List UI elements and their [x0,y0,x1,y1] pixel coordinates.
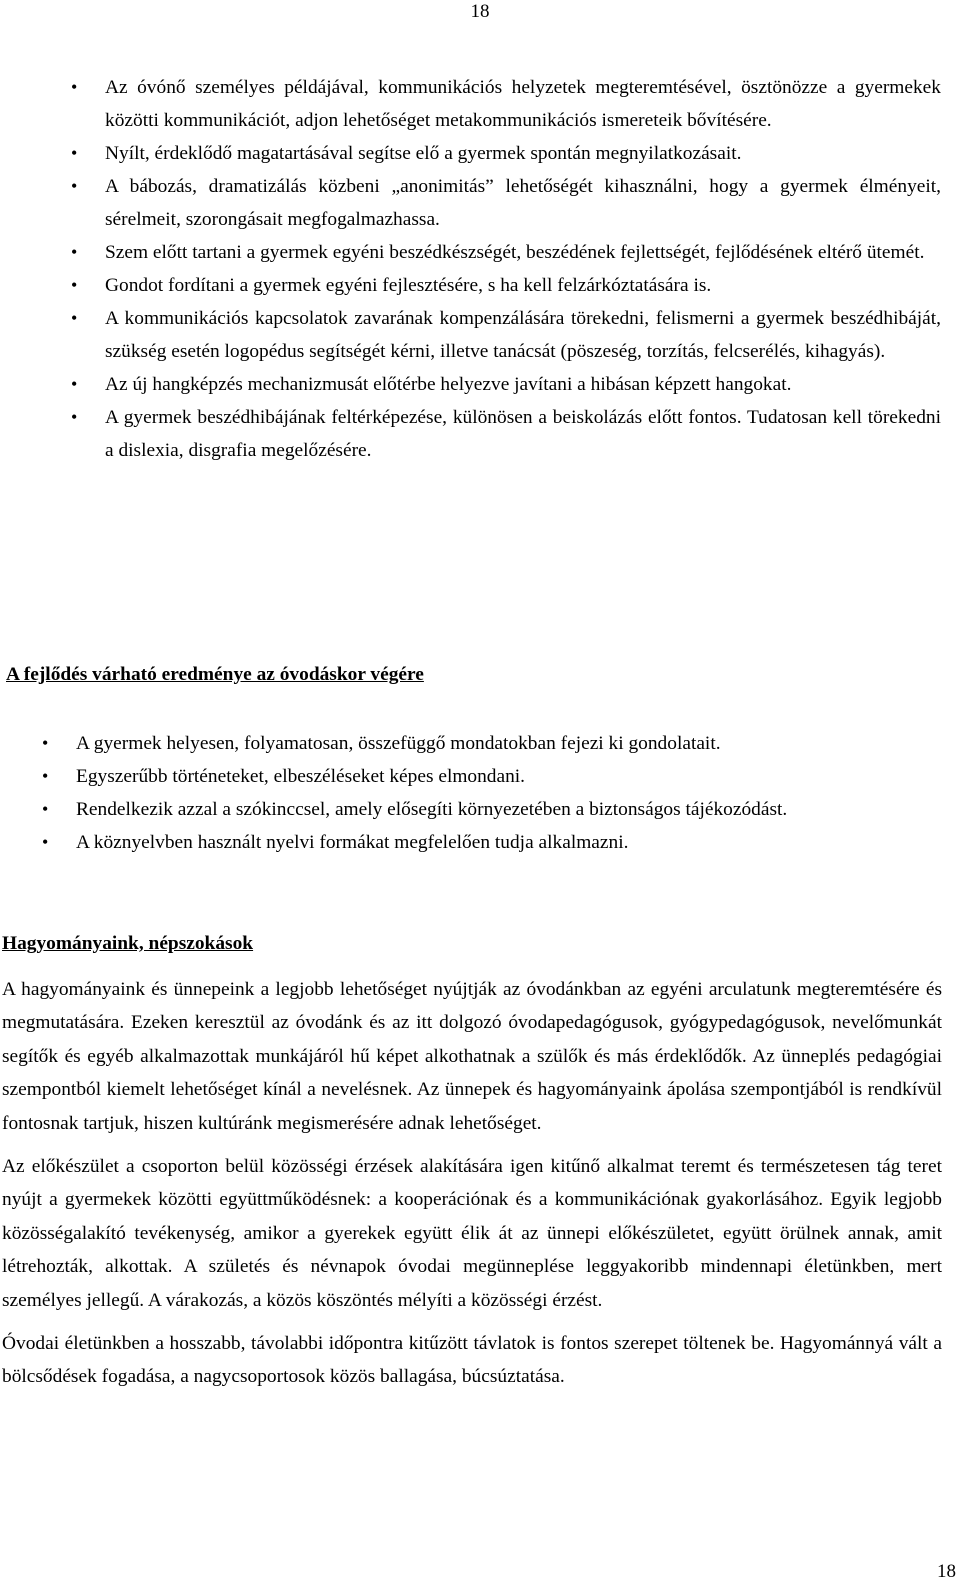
bullet-list-kommunikacio [105,71,941,467]
list-item: • A gyermek beszédhibájának feltérképezése, különösen a beiskolázás előtt fontos. Tudatosan kell törekedni a dislexia, disgrafia megelőzésére. [105,401,941,467]
paragraph: Az előkészület a csoporton belül közösségi érzések alakítására igen kitűnő alkalmat teremt és természetesen tág teret nyújt a gyermekek közötti együttműködésnek: a kooperációnak és a kommunikációnak gyakorlásához. Egyik legjobb közösségalakító tevékenység, amikor a gyerekek együtt élik át az ünnepi előkészületet, együtt örülnek annak, amit létrehozták, alkottak. A születés és névnapok óvodai megünneplése leggyakoribb mindennapi életünkben, mert személyes jellegű. A várakozás, a közös köszöntés mélyíti a közösségi érzést. [2,1156,942,1311]
list-item: • Rendelkezik azzal a szókinccsel, amely elősegíti környezetében a biztonságos tájékozódást. [76,793,942,826]
bullet-list-eredmenyek [76,727,942,859]
list-item: • Szem előtt tartani a gyermek egyéni beszédkészségét, beszédének fejlettségét, fejlődésének eltérő ütemét. [105,236,941,269]
page-number-bottom: 18 [937,1561,956,1582]
page-number-top: 18 [470,1,490,22]
list-item: • Gondot fordítani a gyermek egyéni fejlesztésére, s ha kell felzárkóztatására is. [105,269,941,302]
list-item: • A bábozás, dramatizálás közbeni „anonimitás” lehetőségét kihasználni, hogy a gyermek élményeit, sérelmeit, szorongásait megfogalmazhassa. [105,170,941,236]
section-heading-hagyomanyaink: Hagyományaink, népszokások [2,933,254,954]
list-item: • A kommunikációs kapcsolatok zavarának kompenzálására törekedni, felismerni a gyermek beszédhibáját, szükség esetén logopédus segítségét kérni, illetve tanácsát (pöszeség, torzítás, felcserélés, kihagyás). [105,302,941,368]
list-item: • Egyszerűbb történeteket, elbeszéléseket képes elmondani. [76,760,942,793]
paragraph: A hagyományaink és ünnepeink a legjobb lehetőséget nyújtják az óvodánkban az egyéni arculatunk megteremtésére és megmutatására. Ezeken keresztül az óvodánk és az itt dolgozó óvodapedagógusok, gyógypedagógusok, nevelőmunkát segítők és egyéb alkalmazottak munkájáról hű képet alkothatnak a szülők és más érdeklődők. Az ünneplés pedagógiai szempontból kiemelt lehetőséget kínál a nevelésnek. Az ünnepek és hagyományaink ápolása szempontjából is rendkívül fontosnak tartjuk, hiszen kultúránk megismerésére adnak lehetőséget. [2,979,942,1134]
section-heading-fejlodes: A fejlődés várható eredménye az óvodáskor végére [6,664,424,685]
list-item: • A köznyelvben használt nyelvi formákat megfelelően tudja alkalmazni. [76,826,942,859]
paragraph: Óvodai életünkben a hosszabb, távolabbi időpontra kitűzött távlatok is fontos szerepet töltenek be. Hagyománnyá vált a bölcsődések fogadása, a nagycsoportosok közös ballagása, búcsúztatása. [2,1333,942,1388]
body-text [2,973,942,1404]
list-item: • Az óvónő személyes példájával, kommunikációs helyzetek megteremtésével, ösztönözze a gyermekek közötti kommunikációt, adjon lehetőséget metakommunikációs ismereteik bővítésére. [105,71,941,137]
list-item: • Nyílt, érdeklődő magatartásával segítse elő a gyermek spontán megnyilatkozásait. [105,137,941,170]
list-item: • Az új hangképzés mechanizmusát előtérbe helyezve javítani a hibásan képzett hangokat. [105,368,941,401]
list-item: • A gyermek helyesen, folyamatosan, összefüggő mondatokban fejezi ki gondolatait. [76,727,942,760]
